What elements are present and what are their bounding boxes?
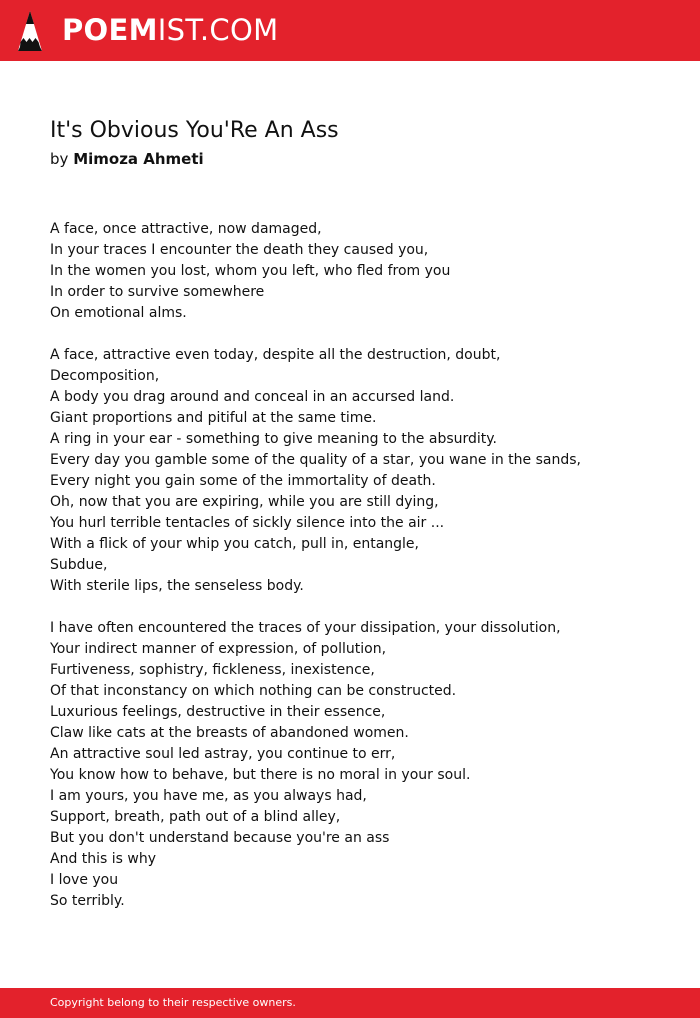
by-label: by bbox=[50, 150, 69, 168]
poem-line: So terribly. bbox=[50, 893, 125, 909]
poem-line: Support, breath, path out of a blind alley, bbox=[50, 809, 341, 825]
poem-line: In order to survive somewhere bbox=[50, 284, 265, 300]
poem-line: You know how to behave, but there is no moral in your soul. bbox=[50, 767, 471, 783]
poem-line: I am yours, you have me, as you always had, bbox=[50, 788, 367, 804]
site-logo[interactable] bbox=[62, 13, 278, 47]
poem-line: Luxurious feelings, destructive in their essence, bbox=[50, 704, 386, 720]
poem-line: A face, attractive even today, despite all the destruction, doubt, bbox=[50, 347, 501, 363]
poem-line: With sterile lips, the senseless body. bbox=[50, 578, 304, 594]
poem-line: Oh, now that you are expiring, while you are still dying, bbox=[50, 494, 439, 510]
copyright-text: Copyright belong to their respective owners. bbox=[50, 996, 296, 1009]
poem-line: An attractive soul led astray, you continue to err, bbox=[50, 746, 396, 762]
poem-line: A ring in your ear - something to give meaning to the absurdity. bbox=[50, 431, 498, 447]
author-name: Mimoza Ahmeti bbox=[73, 150, 204, 168]
pencil-icon bbox=[18, 11, 42, 51]
poem-line: I love you bbox=[50, 872, 119, 888]
poem-line: I have often encountered the traces of your dissipation, your dissolution, bbox=[50, 620, 561, 636]
poem-line: In the women you lost, whom you left, who fled from you bbox=[50, 263, 451, 279]
poem-line: Furtiveness, sophistry, fickleness, inexistence, bbox=[50, 662, 375, 678]
poem-body bbox=[50, 219, 670, 933]
site-footer bbox=[0, 988, 700, 1018]
poem-line: With a flick of your whip you catch, pull in, entangle, bbox=[50, 536, 419, 552]
poem-line: Of that inconstancy on which nothing can be constructed. bbox=[50, 683, 457, 699]
poem-line: Every night you gain some of the immortality of death. bbox=[50, 473, 436, 489]
poem-line: A body you drag around and conceal in an accursed land. bbox=[50, 389, 455, 405]
poem-line: Every day you gamble some of the quality of a star, you wane in the sands, bbox=[50, 452, 581, 468]
poem-line: A face, once attractive, now damaged, bbox=[50, 221, 322, 237]
poem-line: In your traces I encounter the death they caused you, bbox=[50, 242, 429, 258]
poem-line: But you don't understand because you're an ass bbox=[50, 830, 390, 846]
poem-line: You hurl terrible tentacles of sickly silence into the air ... bbox=[50, 515, 445, 531]
stanza bbox=[50, 345, 670, 597]
poem-line: Decomposition, bbox=[50, 368, 160, 384]
stanza bbox=[50, 219, 670, 324]
poem-title: It's Obvious You'Re An Ass bbox=[50, 118, 339, 143]
byline bbox=[50, 149, 204, 169]
poem-line: Claw like cats at the breasts of abandoned women. bbox=[50, 725, 409, 741]
poem-line: On emotional alms. bbox=[50, 305, 187, 321]
poem-line: Subdue, bbox=[50, 557, 108, 573]
site-header bbox=[0, 0, 700, 61]
poem-line: And this is why bbox=[50, 851, 157, 867]
logo-bold-text: POEM bbox=[62, 13, 158, 47]
stanza bbox=[50, 618, 670, 912]
poem-line: Giant proportions and pitiful at the same time. bbox=[50, 410, 377, 426]
poem-line: Your indirect manner of expression, of pollution, bbox=[50, 641, 387, 657]
logo-light-text: IST.COM bbox=[157, 13, 279, 47]
